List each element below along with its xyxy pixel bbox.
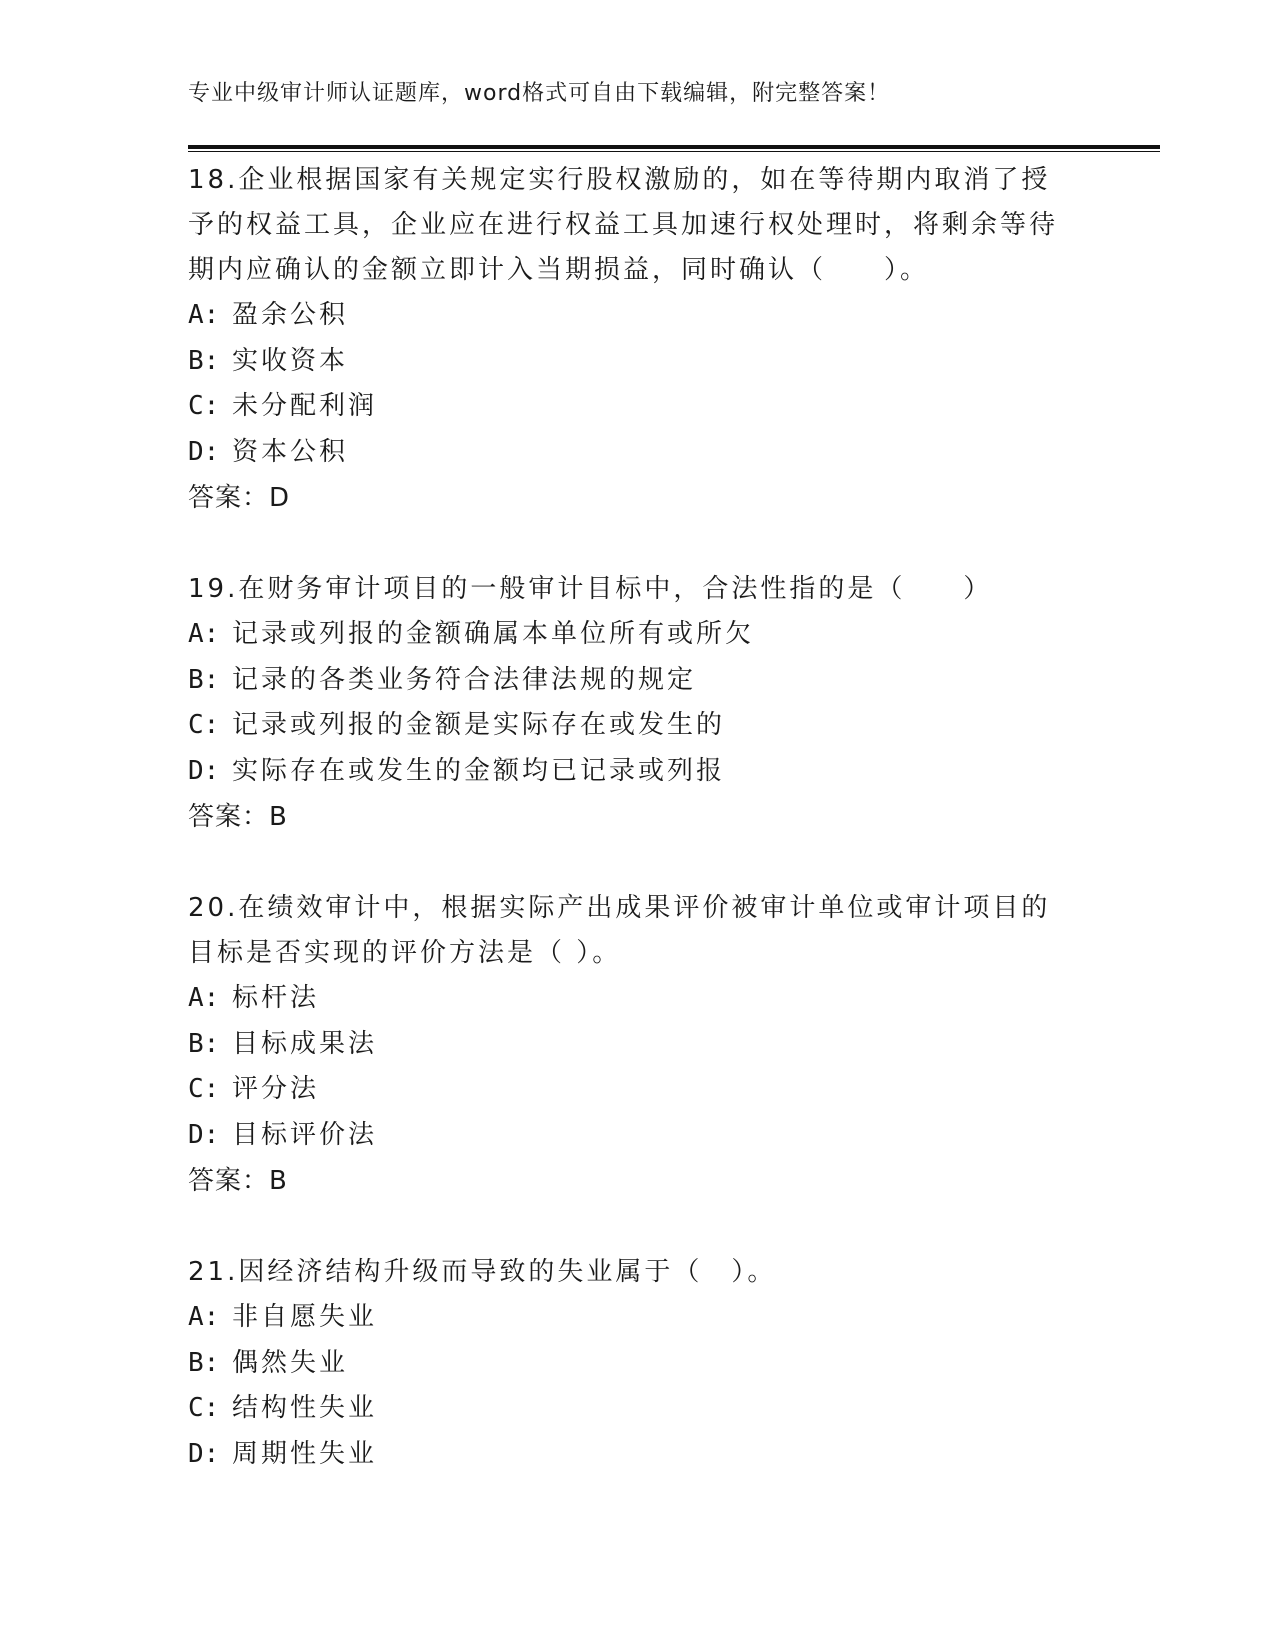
option-text: 周期性失业	[232, 1438, 378, 1469]
option-text: 记录或列报的金额确属本单位所有或所欠	[232, 619, 755, 649]
option-b	[188, 1022, 1088, 1068]
answer-line: 答案：D	[188, 483, 291, 513]
option-letter: D:	[188, 436, 220, 467]
option-text: 标杆法	[232, 983, 320, 1013]
option-letter: D:	[188, 755, 220, 786]
option-text: 未分配利润	[232, 391, 378, 421]
option-text: 偶然失业	[232, 1347, 349, 1378]
question-20	[188, 886, 1088, 1204]
option-letter: B:	[188, 664, 220, 695]
option-c	[188, 1067, 1088, 1113]
option-d	[188, 1113, 1088, 1159]
answer-line: 答案：B	[188, 1166, 288, 1196]
question-stem: 18.企业根据国家有关规定实行股权激励的，如在等待期内取消了授予的权益工具，企业应在进行权益工具加速行权处理时，将剩余等待期内应确认的金额立即计入当期损益，同时确认（ ）。	[188, 165, 1059, 285]
option-text: 非自愿失业	[232, 1302, 378, 1332]
option-text: 目标成果法	[232, 1028, 378, 1059]
question-stem: 19.在财务审计项目的一般审计目标中，合法性指的是（ ）	[188, 574, 993, 604]
answer-line: 答案：B	[188, 802, 288, 832]
option-c	[188, 1386, 1088, 1432]
option-text: 评分法	[232, 1074, 320, 1104]
option-text: 实收资本	[232, 345, 349, 376]
header-divider-thin	[188, 151, 1160, 152]
option-text: 盈余公积	[232, 300, 349, 330]
option-d	[188, 430, 1088, 476]
option-text: 记录的各类业务符合法律法规的规定	[232, 664, 697, 695]
option-b	[188, 1341, 1088, 1387]
option-letter: B:	[188, 1028, 220, 1059]
option-letter: D:	[188, 1438, 220, 1469]
question-19	[188, 567, 1088, 840]
option-letter: A:	[188, 619, 220, 649]
question-stem: 20.在绩效审计中，根据实际产出成果评价被审计单位或审计项目的目标是否实现的评价方法是（ ）。	[188, 893, 1051, 968]
question-21	[188, 1250, 1088, 1477]
option-b	[188, 658, 1088, 704]
option-text: 结构性失业	[232, 1393, 378, 1423]
option-letter: D:	[188, 1119, 220, 1150]
option-letter: B:	[188, 345, 220, 376]
option-letter: C:	[188, 391, 220, 421]
option-letter: A:	[188, 1302, 220, 1332]
page-header: 专业中级审计师认证题库，word格式可自由下载编辑，附完整答案！	[188, 81, 891, 106]
option-b	[188, 339, 1088, 385]
option-text: 实际存在或发生的金额均已记录或列报	[232, 755, 726, 786]
option-d	[188, 1432, 1088, 1478]
option-letter: B:	[188, 1347, 220, 1378]
header-divider	[188, 145, 1160, 149]
option-letter: C:	[188, 710, 220, 740]
question-18	[188, 158, 1088, 521]
option-letter: C:	[188, 1393, 220, 1423]
option-c	[188, 703, 1088, 749]
option-text: 记录或列报的金额是实际存在或发生的	[232, 710, 726, 740]
question-stem: 21.因经济结构升级而导致的失业属于（ ）。	[188, 1257, 777, 1287]
option-text: 资本公积	[232, 436, 349, 467]
option-a	[188, 293, 1088, 339]
option-letter: A:	[188, 983, 220, 1013]
option-c	[188, 384, 1088, 430]
option-a	[188, 1295, 1088, 1341]
option-text: 目标评价法	[232, 1119, 378, 1150]
option-a	[188, 612, 1088, 658]
option-letter: C:	[188, 1074, 220, 1104]
option-a	[188, 976, 1088, 1022]
option-letter: A:	[188, 300, 220, 330]
option-d	[188, 749, 1088, 795]
question-list	[188, 158, 1088, 1477]
